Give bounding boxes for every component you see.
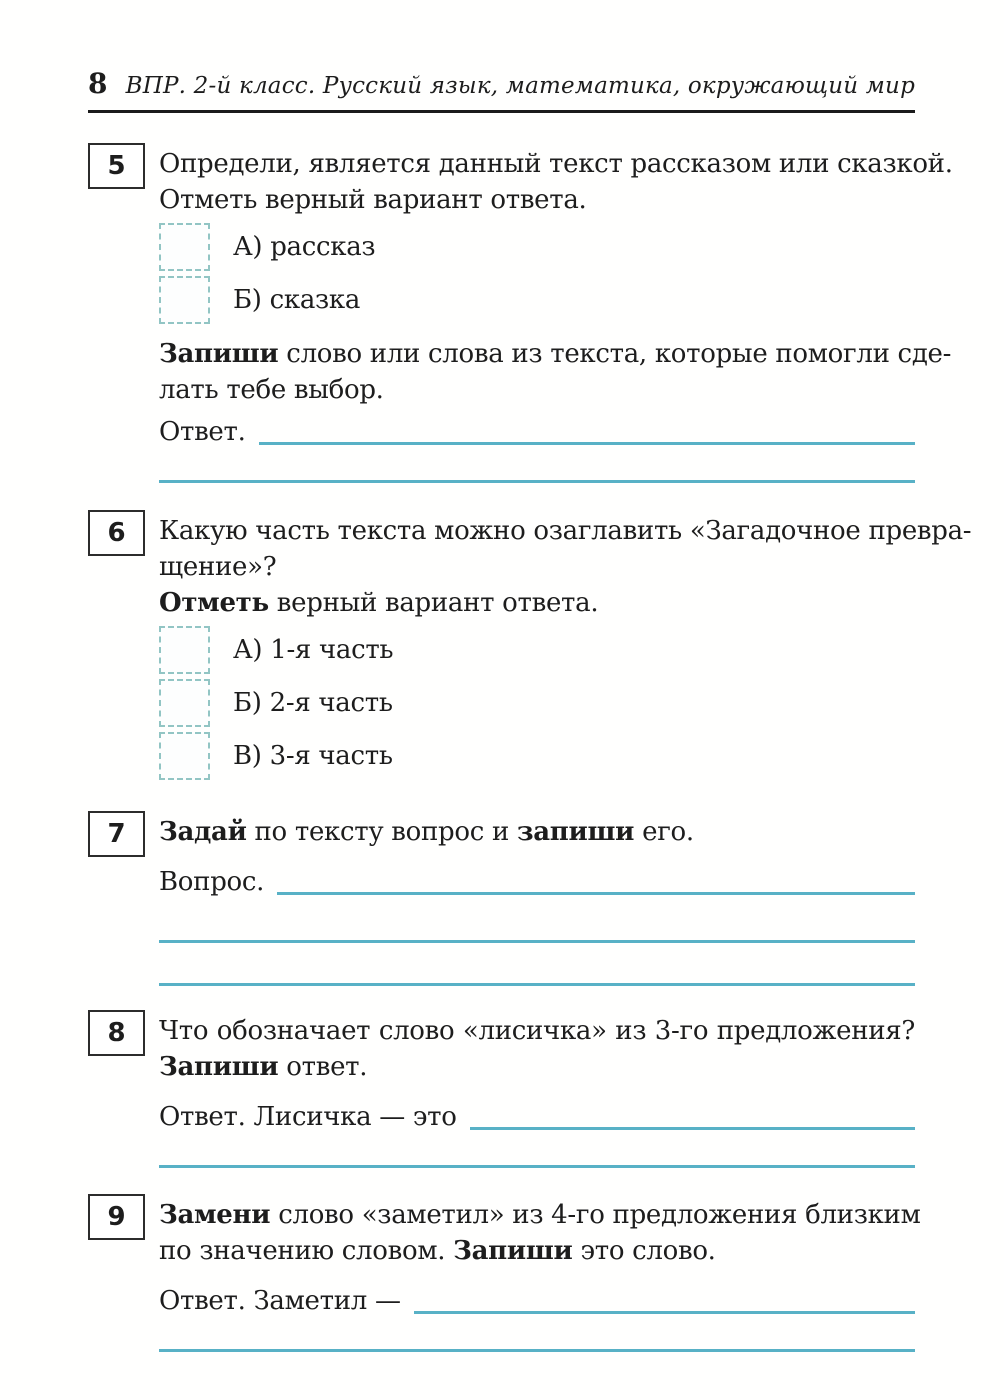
option-row [159, 732, 915, 780]
stem-text: по значению словом. [159, 1236, 454, 1266]
page-header [88, 67, 915, 113]
question-7-number-box [88, 811, 145, 857]
option-row [159, 223, 915, 271]
question-7-answer-row [159, 864, 915, 900]
option-b-label: Б) 2-я часть [233, 688, 393, 718]
question-9-answer-row [159, 1283, 915, 1319]
answer-write-line[interactable] [259, 442, 915, 445]
stem-keyword: Задай [159, 817, 247, 847]
answer-label: Ответ. Лисичка — это [159, 1102, 457, 1132]
task-keyword: Запиши [159, 339, 279, 369]
option-v-label: В) 3-я часть [233, 741, 393, 771]
answer-continuation-line[interactable] [159, 900, 915, 943]
question-6-options [159, 626, 915, 780]
answer-continuation-line[interactable] [159, 450, 915, 483]
question-6-number-box [88, 510, 145, 556]
option-a-label: А) рассказ [233, 232, 376, 262]
question-7-number: 7 [107, 819, 126, 849]
answer-continuation-line[interactable] [159, 1319, 915, 1352]
question-8-body [159, 1010, 915, 1168]
option-row [159, 626, 915, 674]
stem-keyword: Замени [159, 1200, 271, 1230]
checkbox-option-v[interactable] [159, 732, 210, 780]
question-8-instruction [159, 1049, 915, 1085]
checkbox-option-b[interactable] [159, 679, 210, 727]
question-5-answer-row [159, 414, 915, 450]
question-9-number-box [88, 1194, 145, 1240]
question-6-instruction [159, 585, 915, 621]
option-row [159, 679, 915, 727]
question-6-number: 6 [107, 518, 126, 548]
question-5-body [159, 143, 953, 483]
question-8-number-box [88, 1010, 145, 1056]
checkbox-option-b[interactable] [159, 276, 210, 324]
answer-write-line[interactable] [470, 1127, 915, 1130]
answer-label: Вопрос. [159, 867, 265, 897]
question-9 [88, 1194, 921, 1352]
answer-write-line[interactable] [414, 1311, 915, 1314]
question-6-body [159, 510, 972, 785]
question-9-body [159, 1194, 921, 1352]
question-5-task-line2: лать тебе выбор. [159, 375, 384, 405]
instruction-keyword: Запиши [159, 1052, 279, 1082]
question-6-stem-line1: Какую часть текста можно озаглавить «Загадочное превра- [159, 516, 972, 546]
question-8 [88, 1010, 915, 1168]
page-number: 8 [88, 67, 108, 100]
question-5 [88, 143, 953, 483]
question-6-stem-line2: щение»? [159, 552, 277, 582]
stem-text: это слово. [572, 1236, 716, 1266]
question-5-number-box [88, 143, 145, 189]
stem-keyword: Запиши [453, 1236, 573, 1266]
question-5-stem-line2: Отметь верный вариант ответа. [159, 185, 587, 215]
task-text: слово или слова из текста, которые помогли сде- [278, 339, 952, 369]
question-7-stem [159, 814, 915, 850]
option-b-label: Б) сказка [233, 285, 361, 315]
option-row [159, 276, 915, 324]
question-9-stem-line1 [159, 1197, 921, 1233]
answer-continuation-line[interactable] [159, 1135, 915, 1168]
checkbox-option-a[interactable] [159, 223, 210, 271]
question-6 [88, 510, 972, 785]
question-9-stem-line2 [159, 1233, 915, 1269]
question-7-body [159, 811, 915, 986]
question-8-stem-line1: Что обозначает слово «лисичка» из 3-го предложения? [159, 1016, 915, 1046]
question-5-number: 5 [107, 151, 126, 181]
stem-keyword: запиши [516, 817, 635, 847]
question-9-number: 9 [107, 1202, 126, 1232]
instruction-text: верный вариант ответа. [268, 588, 599, 618]
question-5-options [159, 223, 915, 324]
answer-continuation-line[interactable] [159, 943, 915, 986]
stem-text: по тексту вопрос и [246, 817, 517, 847]
stem-text: его. [634, 817, 694, 847]
question-8-answer-row [159, 1099, 915, 1135]
checkbox-option-a[interactable] [159, 626, 210, 674]
running-title: ВПР. 2-й класс. Русский язык, математика, окружающий мир [125, 73, 915, 99]
question-5-stem-line1: Определи, является данный текст рассказом или сказкой. [159, 149, 953, 179]
option-a-label: А) 1-я часть [233, 635, 394, 665]
question-7 [88, 811, 915, 986]
question-5-task-line1 [159, 336, 952, 372]
question-8-number: 8 [107, 1018, 126, 1048]
answer-label: Ответ. [159, 417, 246, 447]
answer-write-line[interactable] [277, 892, 915, 895]
instruction-text: ответ. [278, 1052, 368, 1082]
stem-text: слово «заметил» из 4-го предложения близким [270, 1200, 921, 1230]
answer-label: Ответ. Заметил — [159, 1286, 401, 1316]
instruction-keyword: Отметь [159, 588, 269, 618]
